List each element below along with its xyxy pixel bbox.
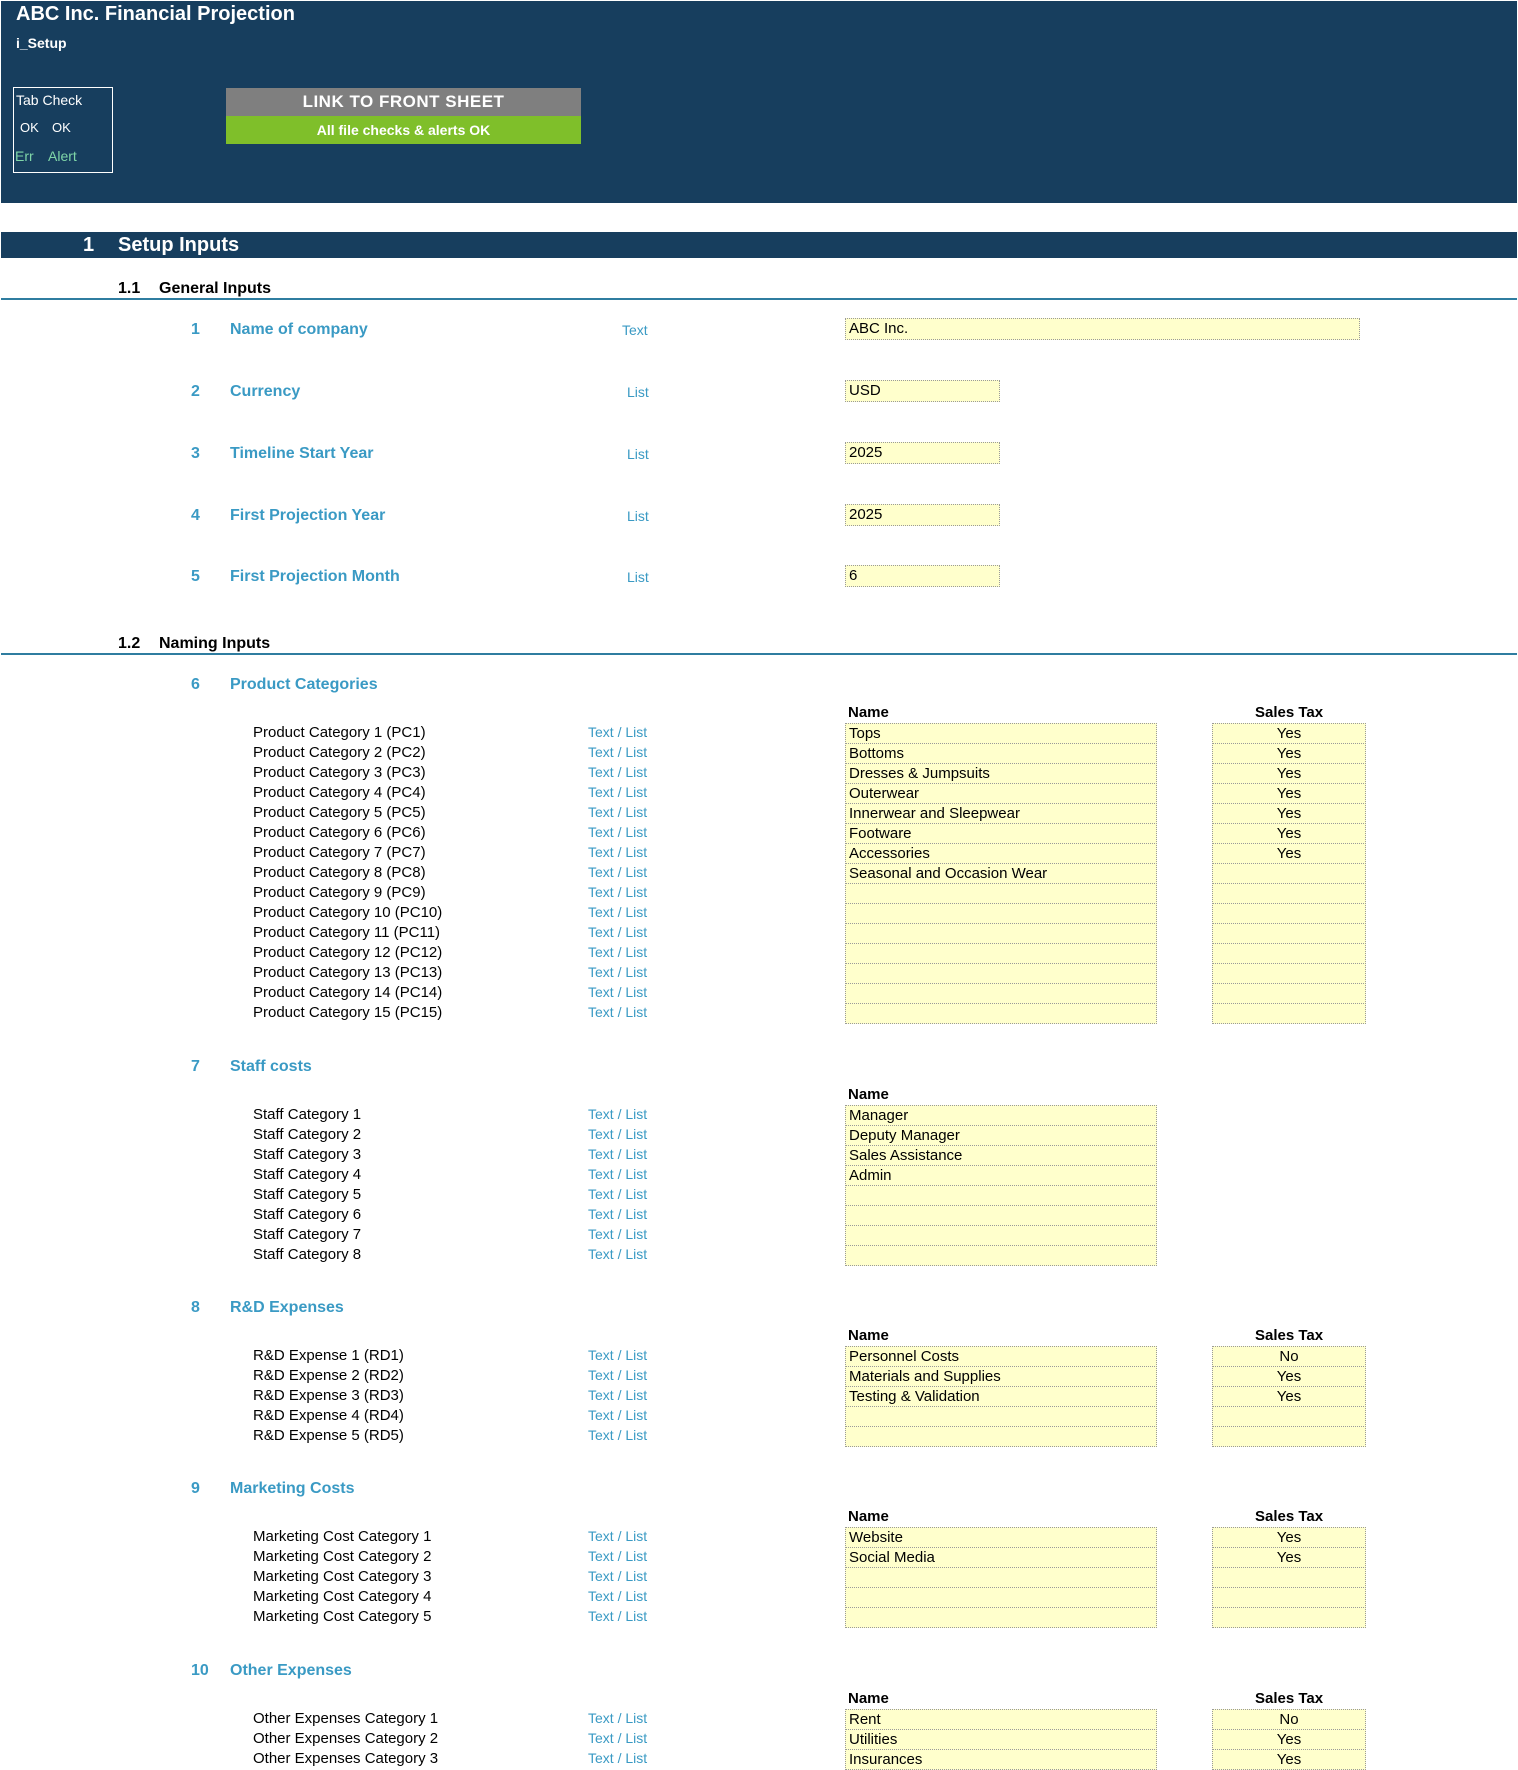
link-to-front-sheet-button[interactable]: LINK TO FRONT SHEET — [226, 88, 581, 116]
other-expense-3-name-input[interactable]: Insurances — [845, 1749, 1157, 1770]
staff-category-2-name-input[interactable]: Deputy Manager — [845, 1125, 1157, 1146]
product-category-13-label: Product Category 13 (PC13) — [253, 964, 443, 981]
product-category-2-type: Text / List — [588, 744, 648, 760]
other-expense-1-name-input[interactable]: Rent — [845, 1709, 1157, 1730]
general-item-5-input[interactable]: 6 — [845, 565, 1000, 587]
other-expense-3-type: Text / List — [588, 1750, 648, 1766]
staff-category-6-label: Staff Category 6 — [253, 1206, 362, 1223]
general-item-5-number: 5 — [191, 568, 200, 585]
general-item-3-input[interactable]: 2025 — [845, 442, 1000, 464]
product-category-2-name-input[interactable]: Bottoms — [845, 743, 1157, 764]
product-category-10-type: Text / List — [588, 904, 648, 920]
staff-category-5-label: Staff Category 5 — [253, 1186, 362, 1203]
rd-expense-name-column-header: Name — [848, 1327, 889, 1344]
rd-expense-1-sales-tax-input[interactable]: No — [1212, 1346, 1366, 1367]
rd-expense-4-sales-tax-input[interactable] — [1212, 1406, 1366, 1427]
staff-category-1-type: Text / List — [588, 1106, 648, 1122]
marketing-cost-5-label: Marketing Cost Category 5 — [253, 1608, 432, 1625]
staff-category-7-name-input[interactable] — [845, 1225, 1157, 1246]
product-category-name-column-header: Name — [848, 704, 889, 721]
other-expense-2-name-input[interactable]: Utilities — [845, 1729, 1157, 1750]
product-category-14-sales-tax-input[interactable] — [1212, 983, 1366, 1004]
other-expense-1-label: Other Expenses Category 1 — [253, 1710, 439, 1727]
marketing-cost-4-name-input[interactable] — [845, 1587, 1157, 1608]
product-category-15-label: Product Category 15 (PC15) — [253, 1004, 443, 1021]
product-category-6-label: Product Category 6 (PC6) — [253, 824, 426, 841]
marketing-cost-1-name-input[interactable]: Website — [845, 1527, 1157, 1548]
tab-check-alert: Alert — [48, 148, 77, 164]
product-category-14-name-input[interactable] — [845, 983, 1157, 1004]
product-category-6-type: Text / List — [588, 824, 648, 840]
staff-category-4-label: Staff Category 4 — [253, 1166, 362, 1183]
general-item-1-number: 1 — [191, 321, 200, 338]
product-category-1-name-input[interactable]: Tops — [845, 723, 1157, 744]
rd-expense-1-name-input[interactable]: Personnel Costs — [845, 1346, 1157, 1367]
marketing-cost-3-sales-tax-input[interactable] — [1212, 1567, 1366, 1588]
product-category-sales-tax-column-header: Sales Tax — [1255, 704, 1324, 721]
product-category-4-label: Product Category 4 (PC4) — [253, 784, 426, 801]
rd-expense-2-label: R&D Expense 2 (RD2) — [253, 1367, 404, 1384]
marketing-cost-4-label: Marketing Cost Category 4 — [253, 1588, 432, 1605]
staff-category-7-label: Staff Category 7 — [253, 1226, 362, 1243]
product-category-9-sales-tax-input[interactable] — [1212, 883, 1366, 904]
general-item-2-label: Currency — [230, 383, 301, 400]
product-category-13-sales-tax-input[interactable] — [1212, 963, 1366, 984]
product-category-2-label: Product Category 2 (PC2) — [253, 744, 426, 761]
product-category-5-sales-tax-input[interactable]: Yes — [1212, 803, 1366, 824]
rd-expense-3-type: Text / List — [588, 1387, 648, 1403]
product-category-13-name-input[interactable] — [845, 963, 1157, 984]
marketing-cost-group-title: Marketing Costs — [230, 1480, 355, 1497]
staff-category-3-name-input[interactable]: Sales Assistance — [845, 1145, 1157, 1166]
product-category-10-name-input[interactable] — [845, 903, 1157, 924]
other-expense-3-label: Other Expenses Category 3 — [253, 1750, 439, 1767]
staff-category-6-type: Text / List — [588, 1206, 648, 1222]
marketing-cost-2-sales-tax-input[interactable]: Yes — [1212, 1547, 1366, 1568]
app-title: ABC Inc. Financial Projection — [16, 3, 295, 25]
marketing-cost-3-label: Marketing Cost Category 3 — [253, 1568, 432, 1585]
product-category-11-sales-tax-input[interactable] — [1212, 923, 1366, 944]
marketing-cost-sales-tax-column-header: Sales Tax — [1255, 1508, 1324, 1525]
product-category-7-sales-tax-input[interactable]: Yes — [1212, 843, 1366, 864]
product-category-7-type: Text / List — [588, 844, 648, 860]
staff-category-group-number: 7 — [191, 1058, 200, 1075]
other-expense-1-type: Text / List — [588, 1710, 648, 1726]
marketing-cost-2-name-input[interactable]: Social Media — [845, 1547, 1157, 1568]
rd-expense-2-type: Text / List — [588, 1367, 648, 1383]
rd-expense-3-label: R&D Expense 3 (RD3) — [253, 1387, 404, 1404]
product-category-3-name-input[interactable]: Dresses & Jumpsuits — [845, 763, 1157, 784]
product-category-7-name-input[interactable]: Accessories — [845, 843, 1157, 864]
general-inputs-underline — [1, 298, 1517, 300]
product-category-group-title: Product Categories — [230, 676, 378, 693]
staff-category-8-name-input[interactable] — [845, 1245, 1157, 1266]
general-inputs-title: General Inputs — [159, 280, 272, 297]
tab-check-ok-1: OK — [20, 120, 39, 135]
sheet-name: i_Setup — [16, 35, 67, 51]
product-category-5-type: Text / List — [588, 804, 648, 820]
staff-category-2-type: Text / List — [588, 1126, 648, 1142]
marketing-cost-4-type: Text / List — [588, 1588, 648, 1604]
marketing-cost-1-label: Marketing Cost Category 1 — [253, 1528, 432, 1545]
product-category-5-label: Product Category 5 (PC5) — [253, 804, 426, 821]
staff-category-5-name-input[interactable] — [845, 1185, 1157, 1206]
general-item-3-type: List — [627, 446, 649, 462]
tab-check-box — [13, 87, 113, 173]
other-expense-2-sales-tax-input[interactable]: Yes — [1212, 1729, 1366, 1750]
product-category-12-label: Product Category 12 (PC12) — [253, 944, 443, 961]
product-category-1-type: Text / List — [588, 724, 648, 740]
product-category-15-name-input[interactable] — [845, 1003, 1157, 1024]
rd-expense-group-title: R&D Expenses — [230, 1299, 344, 1316]
general-item-2-number: 2 — [191, 383, 200, 400]
other-expense-2-type: Text / List — [588, 1730, 648, 1746]
other-expense-sales-tax-column-header: Sales Tax — [1255, 1690, 1324, 1707]
general-item-1-input[interactable]: ABC Inc. — [845, 318, 1360, 340]
other-expense-group-title: Other Expenses — [230, 1662, 352, 1679]
staff-category-7-type: Text / List — [588, 1226, 648, 1242]
staff-category-3-type: Text / List — [588, 1146, 648, 1162]
product-category-3-label: Product Category 3 (PC3) — [253, 764, 426, 781]
marketing-cost-3-type: Text / List — [588, 1568, 648, 1584]
general-item-5-label: First Projection Month — [230, 568, 400, 585]
marketing-cost-5-name-input[interactable] — [845, 1607, 1157, 1628]
staff-category-3-label: Staff Category 3 — [253, 1146, 362, 1163]
staff-category-4-type: Text / List — [588, 1166, 648, 1182]
marketing-cost-5-sales-tax-input[interactable] — [1212, 1607, 1366, 1628]
product-category-5-name-input[interactable]: Innerwear and Sleepwear — [845, 803, 1157, 824]
product-category-6-sales-tax-input[interactable]: Yes — [1212, 823, 1366, 844]
staff-category-8-label: Staff Category 8 — [253, 1246, 362, 1263]
rd-expense-4-type: Text / List — [588, 1407, 648, 1423]
product-category-10-sales-tax-input[interactable] — [1212, 903, 1366, 924]
other-expense-name-column-header: Name — [848, 1690, 889, 1707]
general-item-3-label: Timeline Start Year — [230, 445, 374, 462]
product-category-15-type: Text / List — [588, 1004, 648, 1020]
general-inputs-number: 1.1 — [118, 280, 141, 297]
rd-expense-3-sales-tax-input[interactable]: Yes — [1212, 1386, 1366, 1407]
marketing-cost-4-sales-tax-input[interactable] — [1212, 1587, 1366, 1608]
product-category-9-type: Text / List — [588, 884, 648, 900]
product-category-8-type: Text / List — [588, 864, 648, 880]
rd-expense-4-name-input[interactable] — [845, 1406, 1157, 1427]
marketing-cost-5-type: Text / List — [588, 1608, 648, 1624]
product-category-11-label: Product Category 11 (PC11) — [253, 924, 441, 941]
section-number: 1 — [83, 234, 95, 256]
naming-inputs-number: 1.2 — [118, 635, 141, 652]
rd-expense-3-name-input[interactable]: Testing & Validation — [845, 1386, 1157, 1407]
naming-inputs-title: Naming Inputs — [159, 635, 271, 652]
general-item-5-type: List — [627, 569, 649, 585]
tab-check-ok-2: OK — [52, 120, 71, 135]
tab-check-title: Tab Check — [16, 92, 83, 108]
rd-expense-sales-tax-column-header: Sales Tax — [1255, 1327, 1324, 1344]
product-category-1-label: Product Category 1 (PC1) — [253, 724, 426, 741]
product-category-2-sales-tax-input[interactable]: Yes — [1212, 743, 1366, 764]
rd-expense-1-label: R&D Expense 1 (RD1) — [253, 1347, 404, 1364]
rd-expense-5-type: Text / List — [588, 1427, 648, 1443]
other-expense-3-sales-tax-input[interactable]: Yes — [1212, 1749, 1366, 1770]
product-category-11-name-input[interactable] — [845, 923, 1157, 944]
product-category-3-type: Text / List — [588, 764, 648, 780]
staff-category-6-name-input[interactable] — [845, 1205, 1157, 1226]
rd-expense-2-name-input[interactable]: Materials and Supplies — [845, 1366, 1157, 1387]
product-category-group-number: 6 — [191, 676, 200, 693]
general-item-4-input[interactable]: 2025 — [845, 504, 1000, 526]
product-category-14-label: Product Category 14 (PC14) — [253, 984, 443, 1001]
product-category-7-label: Product Category 7 (PC7) — [253, 844, 426, 861]
rd-expense-5-label: R&D Expense 5 (RD5) — [253, 1427, 404, 1444]
tab-check-err: Err — [15, 148, 34, 164]
product-category-4-sales-tax-input[interactable]: Yes — [1212, 783, 1366, 804]
marketing-cost-2-label: Marketing Cost Category 2 — [253, 1548, 432, 1565]
rd-expense-5-sales-tax-input[interactable] — [1212, 1426, 1366, 1447]
product-category-12-type: Text / List — [588, 944, 648, 960]
marketing-cost-group-number: 9 — [191, 1480, 200, 1497]
marketing-cost-1-type: Text / List — [588, 1528, 648, 1544]
product-category-1-sales-tax-input[interactable]: Yes — [1212, 723, 1366, 744]
product-category-10-label: Product Category 10 (PC10) — [253, 904, 443, 921]
other-expense-1-sales-tax-input[interactable]: No — [1212, 1709, 1366, 1730]
marketing-cost-1-sales-tax-input[interactable]: Yes — [1212, 1527, 1366, 1548]
naming-inputs-underline — [1, 653, 1517, 655]
product-category-3-sales-tax-input[interactable]: Yes — [1212, 763, 1366, 784]
product-category-15-sales-tax-input[interactable] — [1212, 1003, 1366, 1024]
general-item-1-type: Text — [622, 322, 648, 338]
marketing-cost-2-type: Text / List — [588, 1548, 648, 1564]
product-category-12-name-input[interactable] — [845, 943, 1157, 964]
product-category-8-name-input[interactable]: Seasonal and Occasion Wear — [845, 863, 1157, 884]
staff-category-1-label: Staff Category 1 — [253, 1106, 362, 1123]
rd-expense-2-sales-tax-input[interactable]: Yes — [1212, 1366, 1366, 1387]
general-item-4-number: 4 — [191, 507, 200, 524]
staff-category-5-type: Text / List — [588, 1186, 648, 1202]
general-item-4-type: List — [627, 508, 649, 524]
product-category-11-type: Text / List — [588, 924, 648, 940]
rd-expense-group-number: 8 — [191, 1299, 200, 1316]
product-category-8-label: Product Category 8 (PC8) — [253, 864, 426, 881]
product-category-9-name-input[interactable] — [845, 883, 1157, 904]
general-item-2-type: List — [627, 384, 649, 400]
staff-category-4-name-input[interactable]: Admin — [845, 1165, 1157, 1186]
rd-expense-4-label: R&D Expense 4 (RD4) — [253, 1407, 404, 1424]
marketing-cost-3-name-input[interactable] — [845, 1567, 1157, 1588]
product-category-14-type: Text / List — [588, 984, 648, 1000]
marketing-cost-name-column-header: Name — [848, 1508, 889, 1525]
general-item-2-input[interactable]: USD — [845, 380, 1000, 402]
other-expense-group-number: 10 — [191, 1662, 209, 1679]
staff-category-2-label: Staff Category 2 — [253, 1126, 362, 1143]
product-category-13-type: Text / List — [588, 964, 648, 980]
file-check-status: All file checks & alerts OK — [226, 116, 581, 144]
section-title: Setup Inputs — [118, 234, 240, 256]
product-category-12-sales-tax-input[interactable] — [1212, 943, 1366, 964]
rd-expense-1-type: Text / List — [588, 1347, 648, 1363]
staff-category-8-type: Text / List — [588, 1246, 648, 1262]
staff-category-1-name-input[interactable]: Manager — [845, 1105, 1157, 1126]
rd-expense-5-name-input[interactable] — [845, 1426, 1157, 1447]
product-category-6-name-input[interactable]: Footware — [845, 823, 1157, 844]
product-category-9-label: Product Category 9 (PC9) — [253, 884, 426, 901]
general-item-4-label: First Projection Year — [230, 507, 386, 524]
general-item-1-label: Name of company — [230, 321, 368, 338]
product-category-4-name-input[interactable]: Outerwear — [845, 783, 1157, 804]
product-category-4-type: Text / List — [588, 784, 648, 800]
other-expense-2-label: Other Expenses Category 2 — [253, 1730, 439, 1747]
general-item-3-number: 3 — [191, 445, 200, 462]
staff-category-name-column-header: Name — [848, 1086, 889, 1103]
product-category-8-sales-tax-input[interactable] — [1212, 863, 1366, 884]
staff-category-group-title: Staff costs — [230, 1058, 312, 1075]
